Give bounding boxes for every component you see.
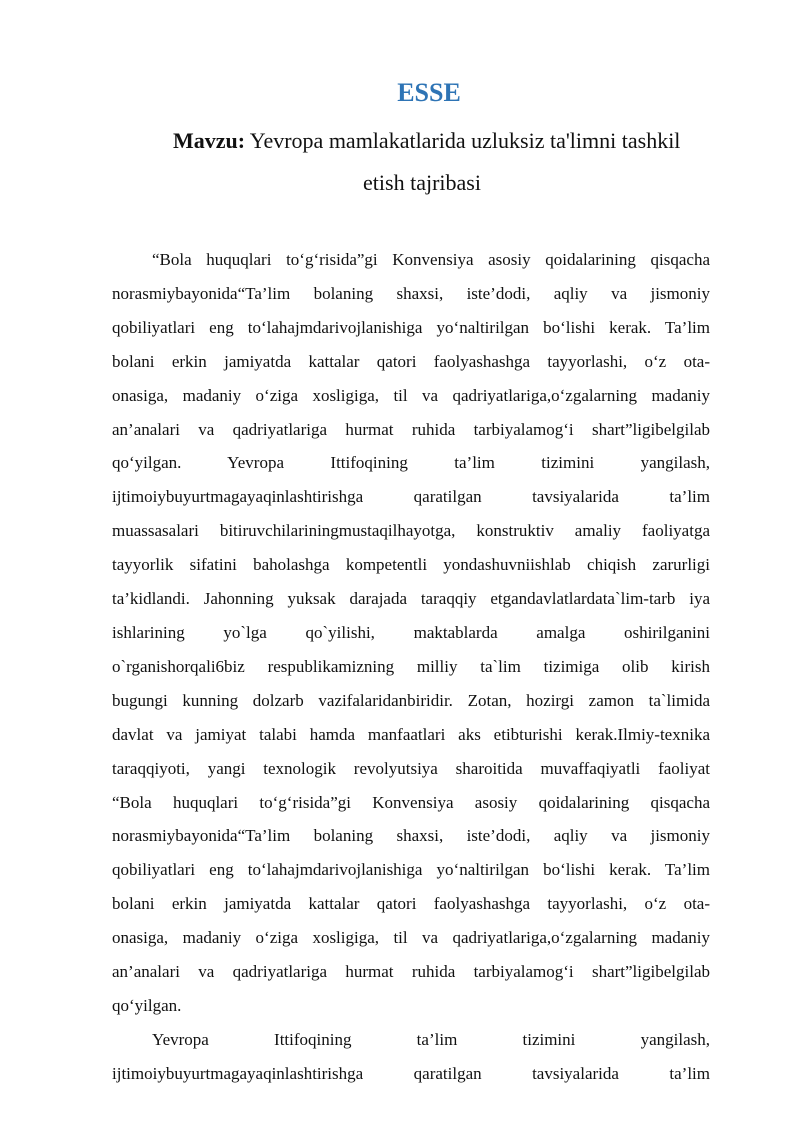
body-line: norasmiybayonida“Ta’lim bolaning shaxsi, iste’dodi, aqliy va jismoniy <box>112 283 710 303</box>
body-line: qobiliyatlari eng to‘lahajmdarivojlanishiga yo‘naltirilgan bo‘lishi kerak. Ta’lim <box>112 860 710 880</box>
body-line: qo‘yilgan. Yevropa Ittifoqining ta’lim tizimini yangilash, <box>112 453 710 473</box>
body-line: muassasalari bitiruvchilariningmustaqilhayotga, konstruktiv amaliy faoliyatga <box>112 521 710 541</box>
essay-title: ESSE <box>397 78 461 107</box>
topic-line-1 <box>112 120 732 162</box>
essay-body <box>112 243 710 1091</box>
body-line: norasmiybayonida“Ta’lim bolaning shaxsi, iste’dodi, aqliy va jismoniy <box>112 826 710 846</box>
body-line: qobiliyatlari eng to‘lahajmdarivojlanishiga yo‘naltirilgan bo‘lishi kerak. Ta’lim <box>112 317 710 337</box>
body-line: tayyorlik sifatini baholashga kompetentli yondashuvniishlab chiqish zarurligi <box>112 555 710 575</box>
body-line: ijtimoiybuyurtmagayaqinlashtirishga qaratilgan tavsiyalarida ta’lim <box>112 487 710 507</box>
body-line: ijtimoiybuyurtmagayaqinlashtirishga qaratilgan tavsiyalarida ta’lim <box>112 1063 710 1083</box>
body-line: “Bola huquqlari to‘g‘risida”gi Konvensiya asosiy qoidalarining qisqacha <box>152 250 710 269</box>
topic-heading <box>112 120 732 204</box>
body-line: onasiga, madaniy o‘ziga xosligiga, til va qadriyatlariga,o‘zgalarning madaniy <box>112 385 710 405</box>
body-line: an’analari va qadriyatlariga hurmat ruhida tarbiyalamog‘i shart”ligibelgilab <box>112 419 710 439</box>
body-line: onasiga, madaniy o‘ziga xosligiga, til va qadriyatlariga,o‘zgalarning madaniy <box>112 928 710 948</box>
body-line: bolani erkin jamiyatda kattalar qatori faolyashashga tayyorlashi, o‘z ota- <box>112 894 710 914</box>
topic-text-1: Yevropa mamlakatlarida uzluksiz ta'limni tashkil <box>249 128 681 153</box>
body-line: qo‘yilgan. <box>112 995 182 1015</box>
body-line: Yevropa Ittifoqining ta’lim tizimini yangilash, <box>152 1029 710 1049</box>
topic-label: Mavzu: <box>173 128 246 153</box>
body-line: o`rganishorqali6biz respublikamizning milliy ta`lim tizimiga olib kirish <box>112 656 710 676</box>
body-line: an’analari va qadriyatlariga hurmat ruhida tarbiyalamog‘i shart”ligibelgilab <box>112 962 710 982</box>
body-line: davlat va jamiyat talabi hamda manfaatlari aks etibturishi kerak.Ilmiy-texnika <box>112 724 710 744</box>
topic-line-2: etish tajribasi <box>363 170 481 195</box>
body-line: taraqqiyoti, yangi texnologik revolyutsiya sharoitida muvaffaqiyatli faoliyat <box>112 758 710 778</box>
body-line: ishlarining yo`lga qo`yilishi, maktablarda amalga oshirilganini <box>112 622 710 642</box>
body-line: “Bola huquqlari to‘g‘risida”gi Konvensiya asosiy qoidalarining qisqacha <box>112 792 710 812</box>
body-line: ta’kidlandi. Jahonning yuksak darajada taraqqiy etgandavlatlardata`lim-tarb iya <box>112 589 710 609</box>
body-line: bugungi kunning dolzarb vazifalaridanbiridir. Zotan, hozirgi zamon ta`limida <box>112 690 710 710</box>
body-line: bolani erkin jamiyatda kattalar qatori faolyashashga tayyorlashi, o‘z ota- <box>112 351 710 371</box>
